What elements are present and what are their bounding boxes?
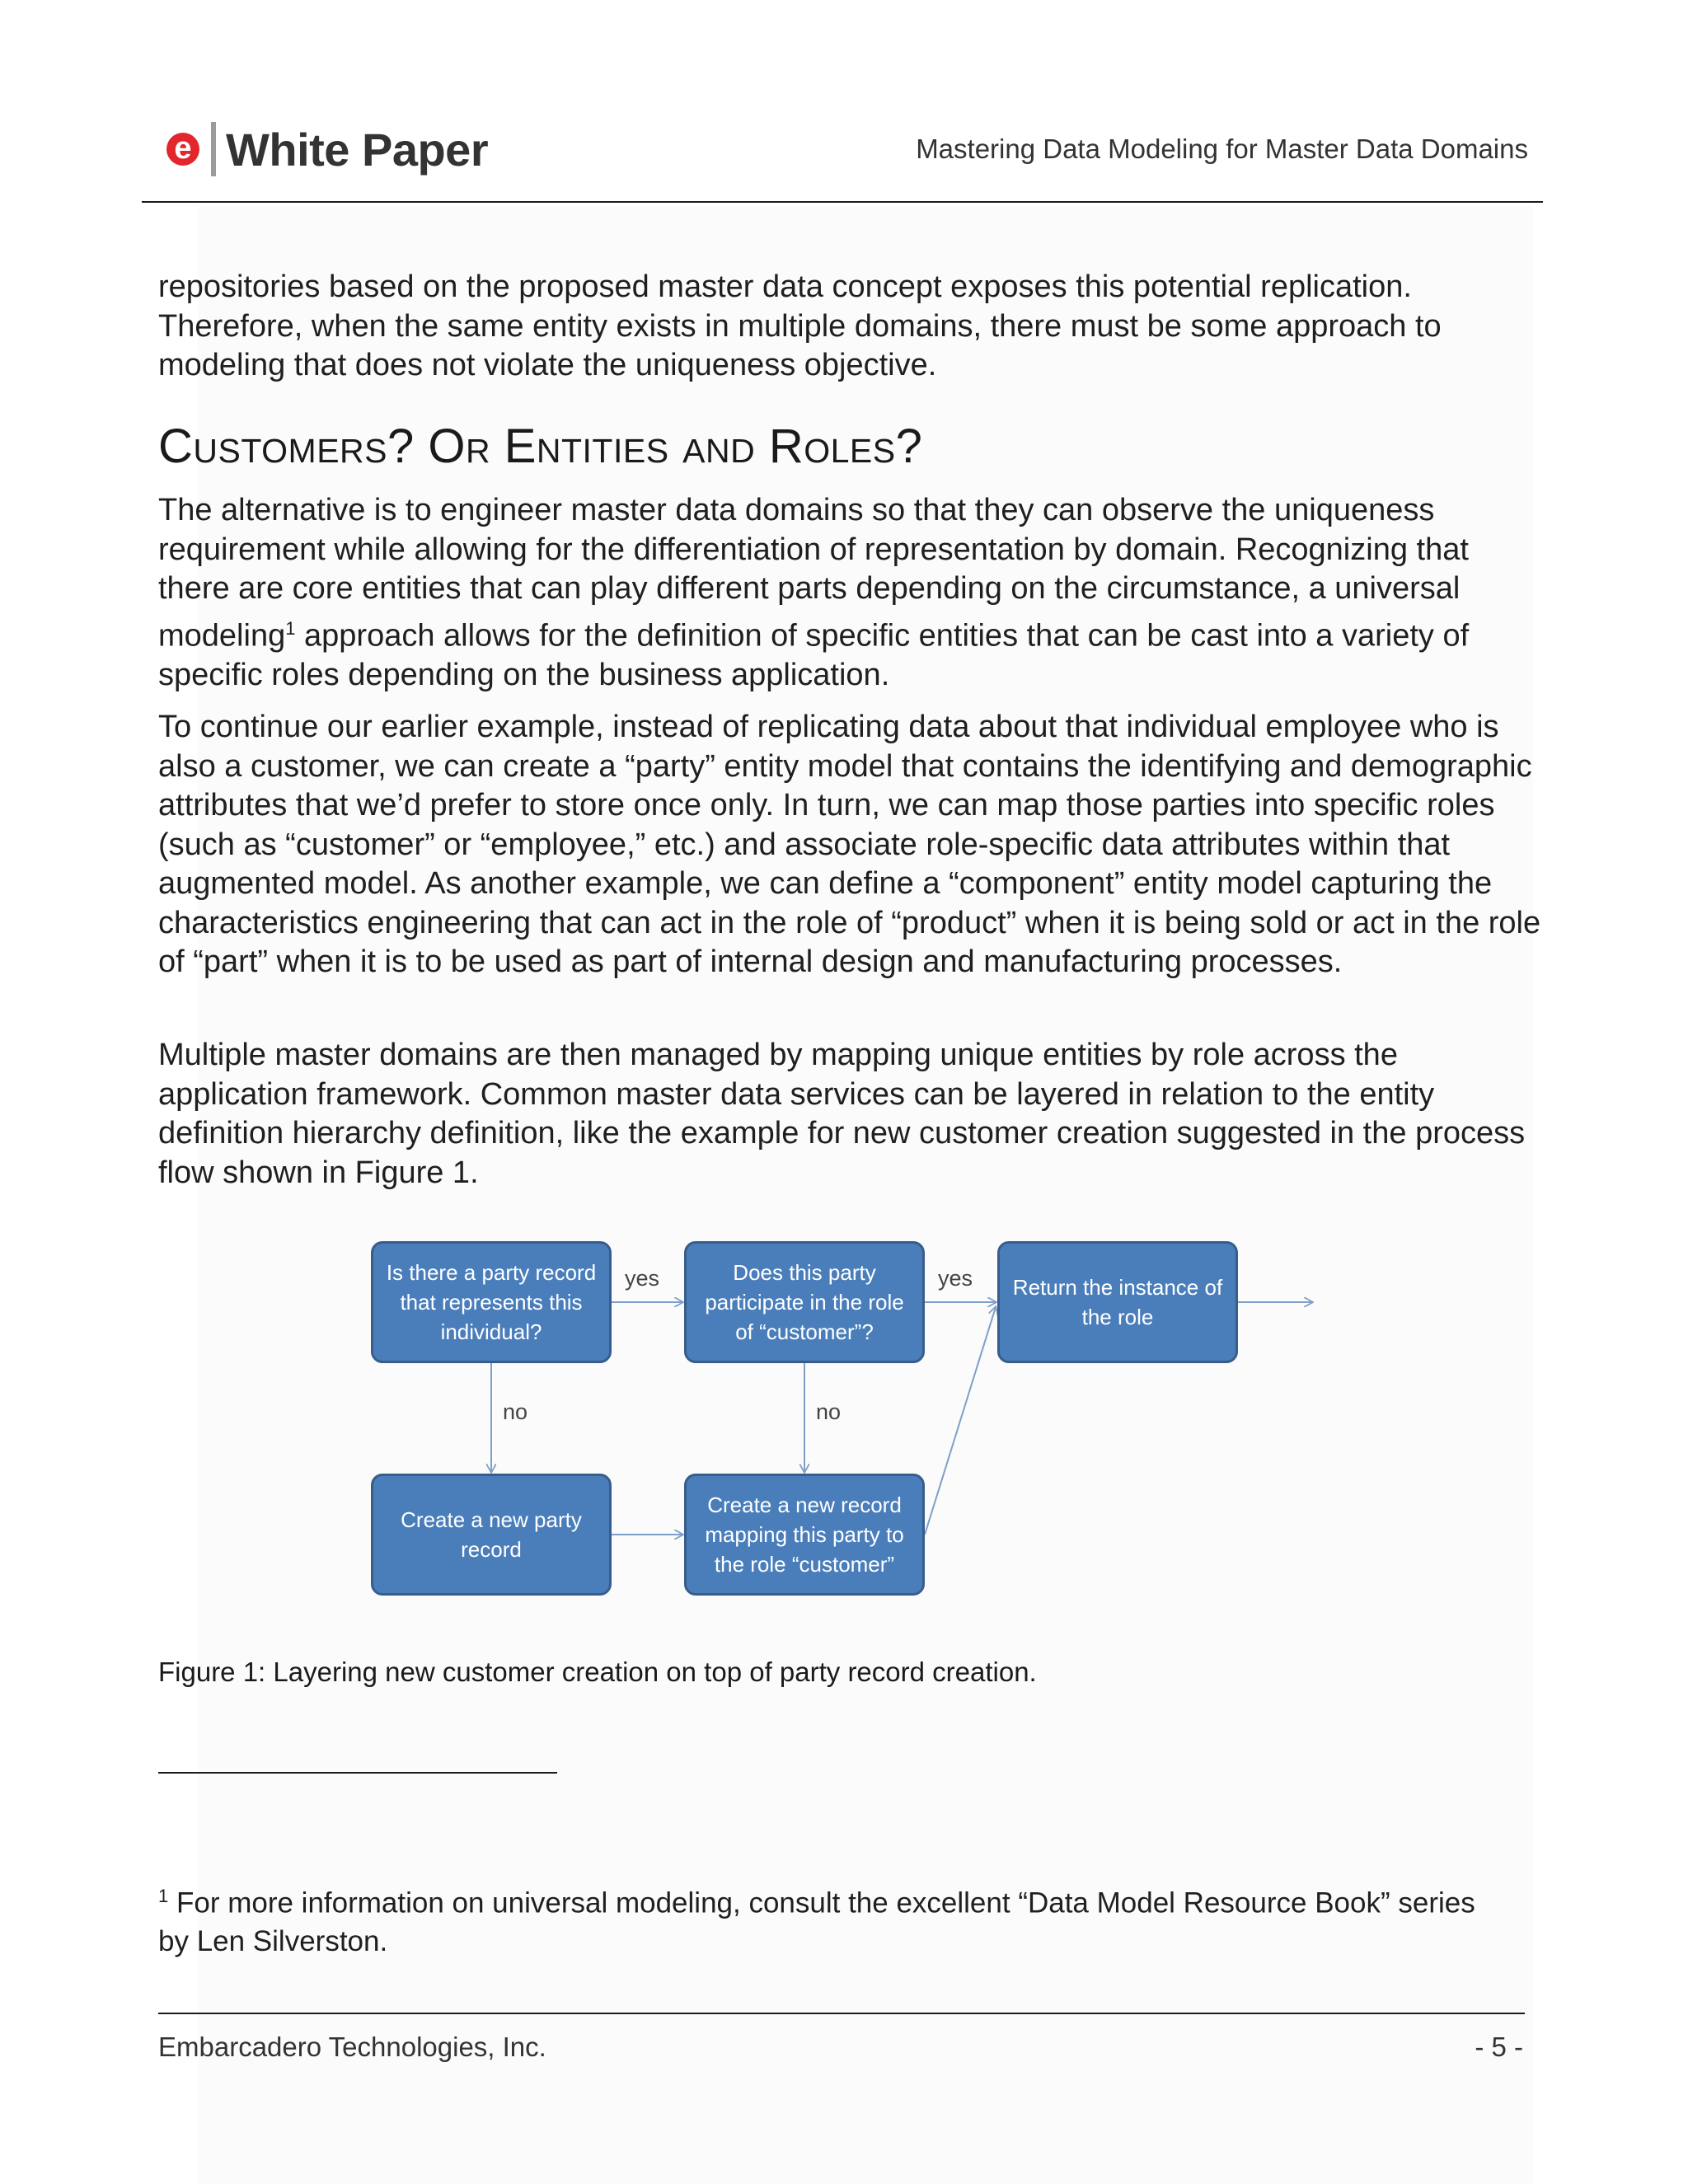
arrow-mapping-to-return [925,1307,996,1535]
page-number: - 5 - [1475,2032,1523,2062]
flow-box-create-mapping: Create a new record mapping this party to the role “customer” [684,1474,925,1596]
header-divider [142,201,1543,203]
flow-label-no-2: no [816,1399,842,1424]
paragraph-alternative [158,491,1543,695]
flow-box-create-party: Create a new party record [371,1474,612,1596]
logo-divider [211,122,216,176]
paragraph-alternative-text: The alternative is to engineer master data domains so that they can observe the uniqueness requirement while allowing for the differentiation of representation by domain. Recognizing that there are core entities that can play different parts depending on the circumstance, a universal modeling [158,493,1469,654]
footer-company: Embarcadero Technologies, Inc. [158,2032,546,2062]
logo-e-icon: e [166,133,199,166]
process-flowchart [363,1228,1327,1615]
section-heading: Customers? Or Entities and Roles? [158,419,923,473]
footnote-reference[interactable]: 1 [285,617,296,639]
logo-text: White Paper [226,123,489,176]
flow-label-yes-1: yes [625,1266,660,1291]
paragraph-intro: repositories based on the proposed master data concept exposes this potential replication. Therefore, when the same entity exists in multiple domains, there must be some approach to modeling that does not violate the uniqueness objective. [158,269,1442,382]
footnote-divider [158,1772,557,1774]
embarcadero-logo [166,122,488,176]
flow-box-role-check: Does this party participate in the role of “customer”? [684,1241,925,1363]
footnote-text: For more information on universal modeling, consult the excellent “Data Model Resource Book” series by Len Silverston. [158,1886,1475,1957]
footer-divider [158,2013,1525,2014]
flow-label-no-1: no [503,1399,528,1424]
footnote [158,1877,1510,1961]
footnote-number: 1 [158,1886,169,1906]
page-header [142,115,1543,206]
flow-box-return-instance: Return the instance of the role [997,1241,1238,1363]
paragraph-multiple-domains: Multiple master domains are then managed by mapping unique entities by role across the application framework. Common master data services can be layered in relation to the entity definition hierarchy definition, like the example for new customer creation suggested in the process flow shown in Figure 1. [158,1038,1526,1190]
paragraph-example: To continue our earlier example, instead of replicating data about that individual employee who is also a customer, we can create a “party” entity model that contains the identifying and demographic attributes that we’d prefer to store once only. In turn, we can map those parties into specific roles (such as “customer” or “employee,” etc.) and associate role-specific data attributes within that augmented model. As another example, we can define a “component” entity model capturing the characteristics engineering that can act in the role of “product” when it is being sold or act in the role of “part” when it is to be used as part of internal design and manufacturing processes. [158,710,1541,979]
document-title: Mastering Data Modeling for Master Data Domains [916,134,1528,164]
flow-box-party-check: Is there a party record that represents this individual? [371,1241,612,1363]
paragraph-alternative-text-cont: approach allows for the definition of specific entities that can be cast into a variety of specific roles depending on the business application. [158,618,1470,692]
figure-caption: Figure 1: Layering new customer creation on top of party record creation. [158,1657,1037,1687]
flow-label-yes-2: yes [938,1266,973,1291]
